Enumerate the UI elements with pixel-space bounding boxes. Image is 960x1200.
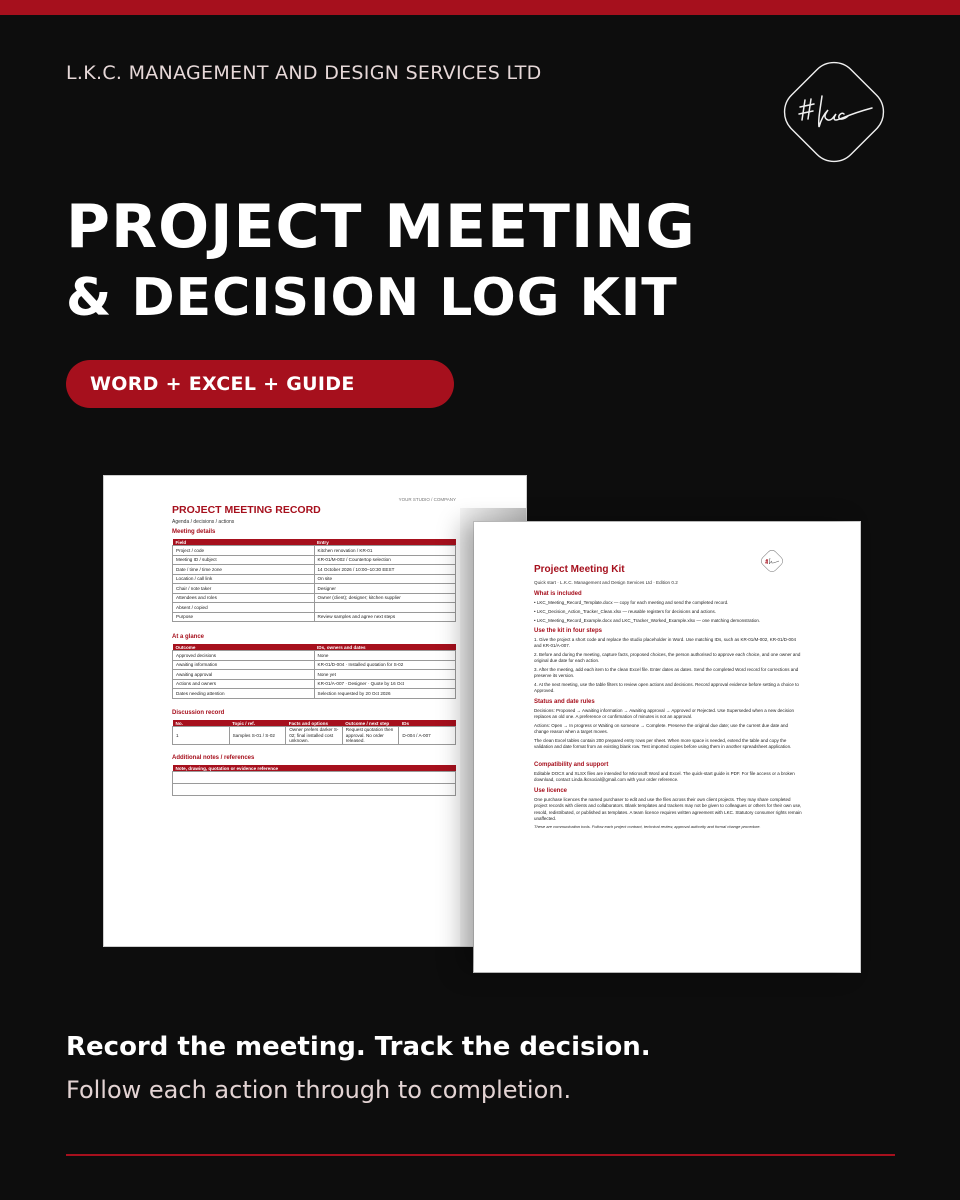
- table-row: Date / time / time zone 14 October 2026 / 10:00–10:30 EEST: [173, 565, 456, 575]
- list-item: • LKC_Decision_Action_Tracker_Clean.xlsx — reusable registers for decisions and actions.: [534, 609, 716, 614]
- table-row: Meeting ID / subject KR-01/M-002 / Countertop selection: [173, 555, 456, 565]
- kit-subtitle: Quick start · L.K.C. Management and Design Services Ltd · Edition 0.2: [534, 580, 678, 585]
- section-heading: Use licence: [534, 788, 568, 794]
- table-header: Facts and options: [286, 720, 343, 727]
- section-heading: Status and date rules: [534, 699, 595, 705]
- table-header: IDs, owners and dates: [314, 644, 456, 651]
- table-header: Outcome / next step: [342, 720, 399, 727]
- table-row: 1 Samples S-01 / S-02 Owner prefers darker S-02; final installed cost unknown. Request quotation then approval. No order released. D-004 / A-007: [173, 727, 456, 745]
- section-heading: At a glance: [172, 634, 205, 640]
- table-header: IDs: [399, 720, 456, 727]
- lkc-logo-small: [758, 547, 786, 575]
- table-row: [173, 784, 456, 796]
- table-row: [173, 772, 456, 784]
- record-title: PROJECT MEETING RECORD: [172, 504, 321, 516]
- studio-placeholder: YOUR STUDIO / COMPANY: [398, 497, 456, 502]
- section-heading: Meeting details: [172, 529, 216, 535]
- list-item: 2. Before and during the meeting, capture facts, proposed choices, the person authorised to approve each choice, and one owner and original due date for each action.: [534, 652, 801, 664]
- paragraph: One purchase licences the named purchaser to edit and use the files across their own client projects. They may share completed project records with clients and collaborators. Blank templates and trackers may not be given to colleagues or others for their own use, resold, redistributed, or published as templates. A team licence requires written agreement with LKC. Statutory consumer rights remain unaffected.: [534, 797, 802, 821]
- paragraph: The clean Excel tables contain 200 prepared entry rows per sheet. When more space is needed, extend the table and copy the validation and date format from an existing blank row. Test imported copies before using them in another spreadsheet application.: [534, 738, 792, 750]
- discussion-table: [172, 720, 456, 745]
- top-accent-bar: [0, 0, 960, 15]
- section-heading: Compatibility and support: [534, 762, 609, 768]
- table-row: Project / code Kitchen renovation / KR-01: [173, 546, 456, 556]
- table-row: Dates needing attention Selection requested by 20 Oct 2026: [173, 689, 456, 699]
- table-header: Outcome: [173, 644, 315, 651]
- paragraph: Actions: Open → In progress or Waiting on someone → Complete. Preserve the original due date; use the current due date and change reason when a target moves.: [534, 723, 788, 735]
- table-header: Topic / ref.: [229, 720, 286, 727]
- table-row: Attendees and roles Owner (client); designer; kitchen supplier: [173, 593, 456, 603]
- table-header: Field: [173, 539, 315, 546]
- list-item: 3. After the meeting, add each item to the clean Excel file. Enter dates as dates. Send the completed Word record for corrections and preserve its version.: [534, 667, 799, 679]
- section-heading: Discussion record: [172, 710, 225, 716]
- list-item: 4. At the next meeting, use the table filters to review open actions and decisions. Record approval evidence before setting a choice to Approved.: [534, 682, 799, 694]
- lkc-logo: [772, 50, 896, 174]
- tagline-secondary: Follow each action through to completion.: [66, 1076, 572, 1104]
- table-row: Purpose Review samples and agree next steps: [173, 612, 456, 622]
- section-heading: Use the kit in four steps: [534, 628, 603, 634]
- paragraph: Decisions: Proposed → Awaiting information → Awaiting approval → Approved or Rejected. Use Superseded when a new decision replaces an old one. A preference or confirmation of minutes is not an approval.: [534, 708, 794, 720]
- format-badge: WORD + EXCEL + GUIDE: [66, 360, 454, 408]
- record-subtitle: Agenda / decisions / actions: [172, 519, 235, 525]
- kit-title: Project Meeting Kit: [534, 564, 625, 575]
- title-line-1: PROJECT MEETING: [66, 192, 696, 262]
- paragraph: Editable DOCX and XLSX files are intended for Microsoft Word and Excel. The quick-start guide is PDF. For file access or a broken download, contact Linda.lkcsocial@gmail.com with your order reference.: [534, 771, 795, 783]
- table-header: Note, drawing, quotation or evidence reference: [173, 765, 456, 772]
- section-heading: What is included: [534, 591, 582, 597]
- table-row: Approved decisions None: [173, 651, 456, 661]
- table-row: Awaiting approval None yet: [173, 670, 456, 680]
- list-item: 1. Give the project a short code and replace the studio placeholder in Word. Use matching IDs, such as KR-01/M-002, KR-01/D-004 and KR-01/A-007.: [534, 637, 797, 649]
- table-row: Location / call link On site: [173, 574, 456, 584]
- tagline-primary: Record the meeting. Track the decision.: [66, 1032, 651, 1062]
- table-header: No.: [173, 720, 230, 727]
- list-item: • LKC_Meeting_Record_Example.docx and LKC_Tracker_Worked_Example.xlsx — one matching demonstration.: [534, 618, 761, 623]
- section-heading: Additional notes / references: [172, 755, 255, 761]
- footnote: These are communication tools. Follow each project contract, technical review, approval authority and formal change procedure.: [534, 824, 761, 829]
- bottom-divider: [66, 1154, 895, 1156]
- table-row: Absent / copied: [173, 603, 456, 613]
- company-name: L.K.C. MANAGEMENT AND DESIGN SERVICES LTD: [66, 62, 542, 84]
- quick-start-guide-preview: [474, 522, 860, 972]
- table-header: Entry: [314, 539, 456, 546]
- table-row: Chair / note taker Designer: [173, 584, 456, 594]
- at-a-glance-table: [172, 644, 456, 699]
- table-row: Awaiting information KR-01/D-004 · Installed quotation for S-02: [173, 660, 456, 670]
- meeting-details-table: [172, 539, 456, 622]
- list-item: • LKC_Meeting_Record_Template.docx — copy for each meeting and send the completed record.: [534, 600, 729, 605]
- title-line-2: & DECISION LOG KIT: [66, 268, 678, 328]
- notes-table: [172, 765, 456, 796]
- table-row: Actions and owners KR-01/A-007 · Designer · Quote by 16 Oct: [173, 679, 456, 689]
